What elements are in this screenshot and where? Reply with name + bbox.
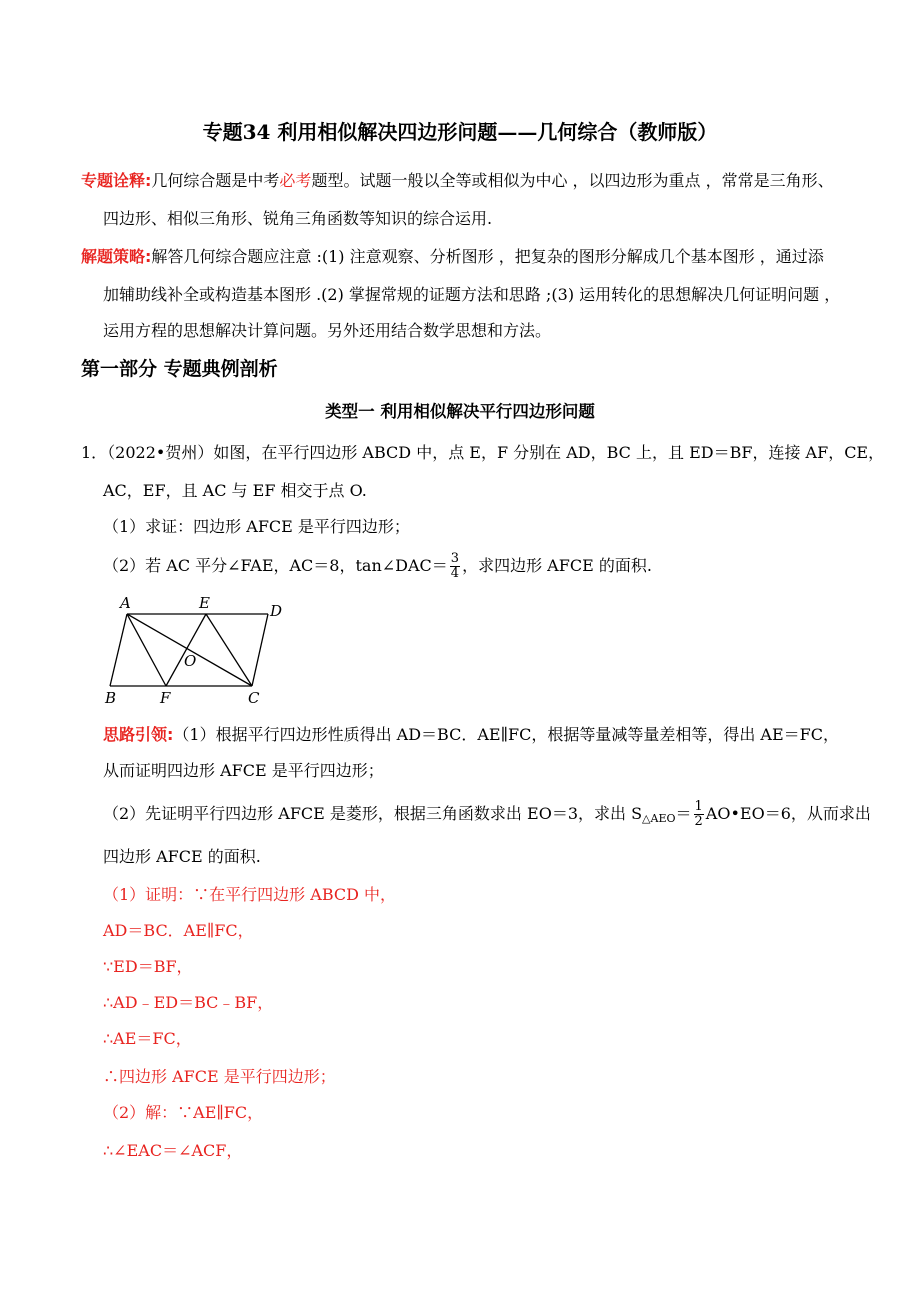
explain-highlight: 必考 [279,171,312,190]
hint-line3: （2）先证明平行四边形 AFCE 是菱形，根据三角函数求出 EO＝3，求出 $S_{\triangle AEO}=$ $\frac{1}{2}$ AO•EO＝6，从而求出 [103,799,871,829]
intro-strategy-line3: 运用方程的思想解决计算问题。另外还用结合数学思想和方法。 [103,321,552,340]
solution-line: ∴AE＝FC， [103,1029,192,1048]
solution-line: ∴四边形 AFCE 是平行四边形； [103,1067,336,1086]
problem-line1: 1．（2022•贺州）如图，在平行四边形 ABCD 中，点 E，F 分别在 AD，BC 上，且 ED＝BF，连接 AF，CE， [81,443,885,462]
problem-line2: AC，EF，且 AC 与 EF 相交于点 O. [103,481,367,500]
section-heading: 第一部分 专题典例剖析 [81,358,278,380]
fraction-one-half: $\frac{1}{2}$ [694,799,703,829]
page-title: 专题34 利用相似解决四边形问题——几何综合（教师版） [202,120,718,144]
label-C: C [248,689,260,707]
type-heading: 类型一 利用相似解决平行四边形问题 [325,402,595,421]
solution-line: ∴∠EAC＝∠ACF， [103,1141,243,1160]
intro-explain-line2: 四边形、相似三角形、锐角三角函数等知识的综合运用. [103,209,493,228]
solution-line: ∵ED＝BF， [103,957,193,976]
hint-line1: 思路引领:（1）根据平行四边形性质得出 AD＝BC．AE∥FC，根据等量减等量差相等，得出 AE＝FC， [103,725,839,744]
hint-line2: 从而证明四边形 AFCE 是平行四边形； [103,761,384,780]
problem-part2: （2）若 AC 平分∠FAE，AC＝8，tan∠DAC＝ $\frac{3}{4}$ ，求四边形 AFCE 的面积. [103,551,652,581]
hint-line4: 四边形 AFCE 的面积. [103,847,261,866]
solution-line: （2）解：∵AE∥FC， [103,1103,264,1122]
strategy-label: 解题策略: [81,247,152,266]
solution-line: （1）证明：∵在平行四边形 ABCD 中， [103,885,397,904]
intro-strategy-line1: 解题策略:解答几何综合题应注意 :(1) 注意观察、分析图形 ，把复杂的图形分解成几个基本图形 ，通过添 [81,247,824,266]
solution-line: ∴AD﹣ED＝BC﹣BF， [103,993,274,1012]
fraction-three-quarters: $\frac{3}{4}$ [450,551,460,581]
label-F: F [160,689,171,707]
intro-explain-line1: 专题诠释:几何综合题是中考必考题型。试题一般以全等或相似为中心 ，以四边形为重点 ，常常是三角形、 [81,171,834,190]
label-A: A [120,594,131,612]
label-O: O [184,652,197,670]
problem-part1: （1）求证：四边形 AFCE 是平行四边形； [103,517,410,536]
explain-label: 专题诠释: [81,171,152,190]
intro-strategy-line2: 加辅助线补全或构造基本图形 .(2) 掌握常规的证题方法和思路 ;(3) 运用转化的思想解决几何证明问题 ， [103,285,841,304]
label-E: E [199,594,210,612]
label-D: D [270,602,283,620]
solution-line: AD＝BC．AE∥FC， [103,921,254,940]
parallelogram-figure [100,590,300,710]
label-B: B [105,689,117,707]
hint-label: 思路引领: [103,725,174,744]
